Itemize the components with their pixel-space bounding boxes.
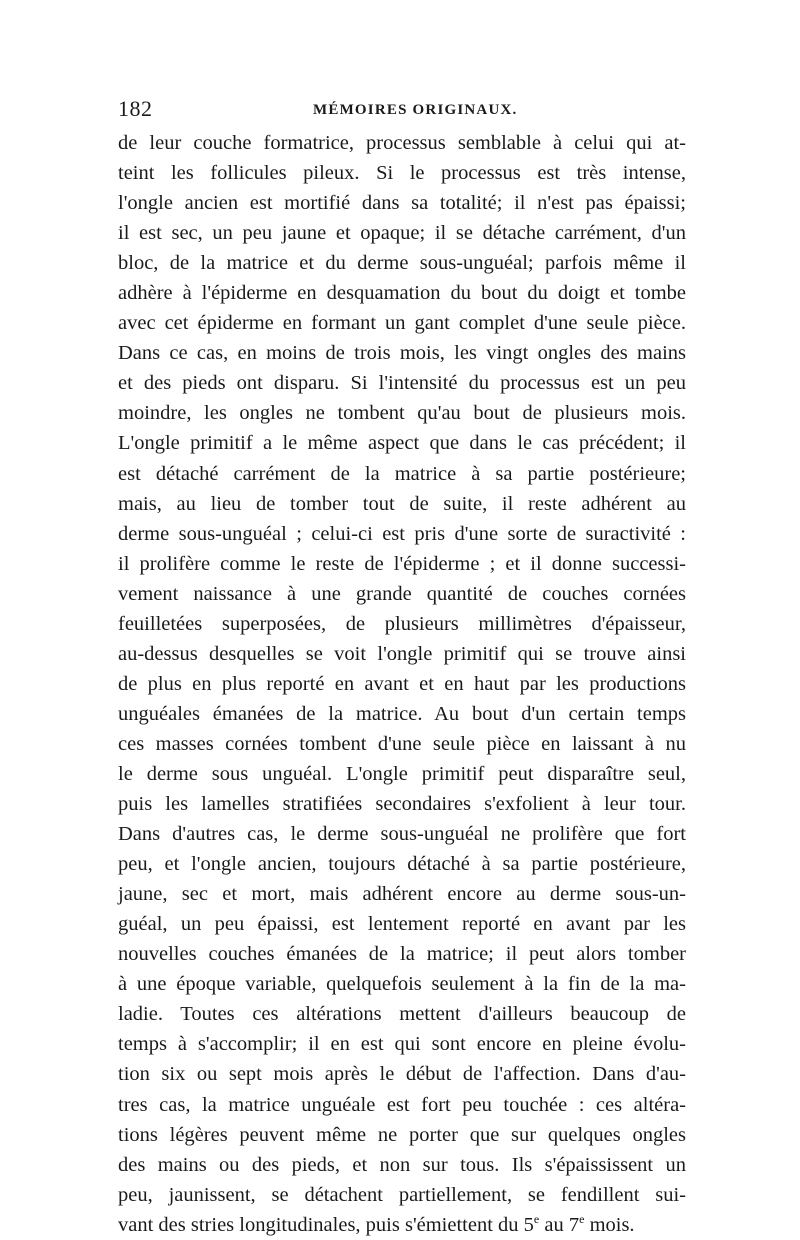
text-line: ces masses cornées tombent d'une seule pièce en laissant à nu (118, 732, 686, 755)
text-line: avec cet épiderme en formant un gant complet d'une seule pièce. (118, 312, 686, 335)
text-line: tions légères peuvent même ne porter que sur quelques ongles (118, 1123, 686, 1146)
text-line: feuilletées superposées, de plusieurs millimètres d'épaisseur, (118, 612, 686, 635)
running-title: MÉMOIRES ORIGINAUX. (313, 102, 518, 118)
text-line: moindre, les ongles ne tombent qu'au bout de plusieurs mois. (118, 402, 686, 425)
text-line-final: vant des stries longitudinales, puis s'émiettent du 5e au 7e mois. (118, 1211, 635, 1236)
text-line: L'ongle primitif a le même aspect que dans le cas précédent; il (118, 432, 686, 455)
text-line: vement naissance à une grande quantité de couches cornées (118, 582, 686, 605)
text-line: l'ongle ancien est mortifié dans sa totalité; il n'est pas épaissi; (118, 192, 686, 215)
text-line: au-dessus desquelles se voit l'ongle primitif qui se trouve ainsi (118, 642, 686, 665)
running-head (118, 96, 686, 124)
text-line: temps à s'accomplir; il en est qui sont encore en pleine évolu- (118, 1033, 686, 1056)
text-line: teint les follicules pileux. Si le processus est très intense, (118, 162, 686, 185)
text-line: puis les lamelles stratifiées secondaires s'exfolient à leur tour. (118, 793, 686, 816)
text-line: derme sous-unguéal ; celui-ci est pris d'une sorte de suractivité : (118, 522, 686, 545)
text-line: ladie. Toutes ces altérations mettent d'ailleurs beaucoup de (118, 1003, 686, 1026)
text-line: Dans d'autres cas, le derme sous-unguéal ne prolifère que fort (118, 823, 686, 846)
text-line: il prolifère comme le reste de l'épiderme ; et il donne successi- (118, 552, 686, 575)
text-line: adhère à l'épiderme en desquamation du bout du doigt et tombe (118, 282, 686, 305)
text-line: tres cas, la matrice unguéale est fort peu touchée : ces altéra- (118, 1093, 686, 1116)
text-line: mais, au lieu de tomber tout de suite, il reste adhérent au (118, 492, 686, 515)
text-line: peu, et l'ongle ancien, toujours détaché à sa partie postérieure, (118, 853, 686, 876)
text-line: guéal, un peu épaissi, est lentement reporté en avant par les (118, 913, 686, 936)
superscript: e (533, 1211, 540, 1226)
text-line: le derme sous unguéal. L'ongle primitif peut disparaître seul, (118, 762, 686, 785)
text-line: de plus en plus reporté en avant et en haut par les productions (118, 672, 686, 695)
body-text (118, 128, 686, 1240)
text-line: et des pieds ont disparu. Si l'intensité du processus est un peu (118, 372, 686, 395)
text-line: bloc, de la matrice et du derme sous-unguéal; parfois même il (118, 252, 686, 275)
text-line: nouvelles couches émanées de la matrice; il peut alors tomber (118, 943, 686, 966)
text-line: à une époque variable, quelquefois seulement à la fin de la ma- (118, 973, 686, 996)
text-line: tion six ou sept mois après le début de l'affection. Dans d'au- (118, 1063, 686, 1086)
text-line: est détaché carrément de la matrice à sa partie postérieure; (118, 462, 686, 485)
page-number: 182 (118, 96, 153, 121)
text-line: peu, jaunissent, se détachent partiellement, se fendillent sui- (118, 1183, 686, 1206)
text-line: unguéales émanées de la matrice. Au bout d'un certain temps (118, 702, 686, 725)
superscript: e (579, 1211, 585, 1226)
text-line: jaune, sec et mort, mais adhérent encore au derme sous-un- (118, 883, 686, 906)
text-line: de leur couche formatrice, processus semblable à celui qui at- (118, 132, 686, 154)
text-line: Dans ce cas, en moins de trois mois, les vingt ongles des mains (118, 342, 686, 365)
text-line: il est sec, un peu jaune et opaque; il se détache carrément, d'un (118, 222, 686, 245)
text-line: des mains ou des pieds, et non sur tous. Ils s'épaississent un (118, 1153, 686, 1176)
